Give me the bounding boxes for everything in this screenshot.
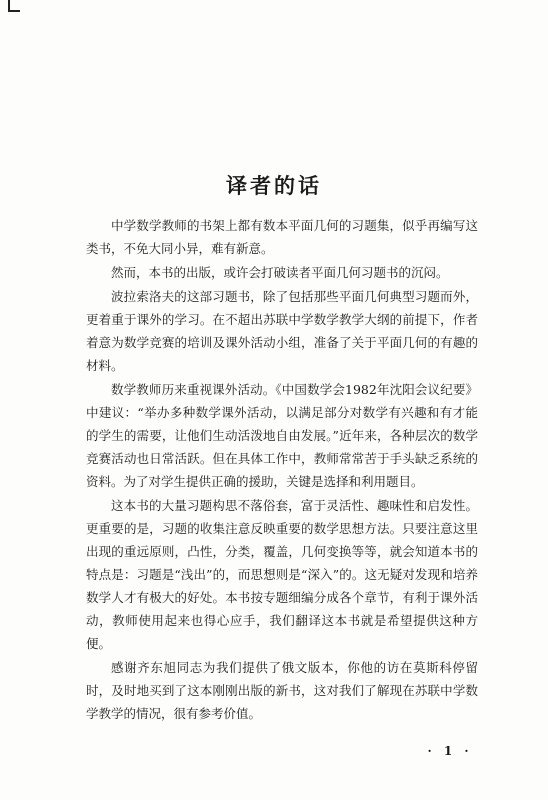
paragraph-1: 中学数学教师的书架上都有数本平面几何的习题集，似乎再编写这类书，不免大同小异，难有新意。 [86,218,478,256]
paragraph-3: 波拉索洛夫的这部习题书，除了包括那些平面几何典型习题而外，更着重于课外的学习。在不超出苏联中学数学教学大纲的前提下，作者着意为数学竞赛的培训及课外活动小组，准备了关于平面几何的有趣的材料。 [86,289,478,373]
body-text [86,214,478,726]
page-title: 译者的话 [226,174,322,198]
corner-crop-mark [8,0,20,12]
paragraph-5: 这本书的大量习题构思不落俗套，富于灵活性、趣味性和启发性。更重要的是，习题的收集注意反映重要的数学思想方法。只要注意这里出现的重远原则，凸性，分类，覆盖，几何变换等等，就会知道本书的特点是：习题是“浅出”的，而思想则是“深入”的。这无疑对发现和培养数学人才有极大的好处。本书按专题细编分成各个章节，有利于课外活动，教师使用起来也得心应手，我们翻译这本书就是希望提供这种方便。 [86,498,478,651]
paragraph-6: 感谢齐东旭同志为我们提供了俄文版本，你他的访在莫斯科停留时，及时地买到了这本刚刚出版的新书，这对我们了解现在苏联中学数学教学的情况，很有参考价值。 [86,660,478,721]
paragraph-4: 数学教师历来重视课外活动。《中国数学会1982年沈阳会议纪要》中建议：“举办多种数学课外活动，以满足部分对数学有兴趣和有才能的学生的需要，让他们生动活泼地自由发展。”近年来，各种层次的数学竞赛活动也日常活跃。但在具体工作中，教师常常苦于手头缺乏系统的资料。为了对学生提供正确的援助，关键是选择和利用题目。 [86,382,478,489]
paragraph-2: 然而，本书的出版，或许会打破读者平面几何习题书的沉闷。 [111,265,449,280]
page-number: · 1 · [427,744,473,758]
